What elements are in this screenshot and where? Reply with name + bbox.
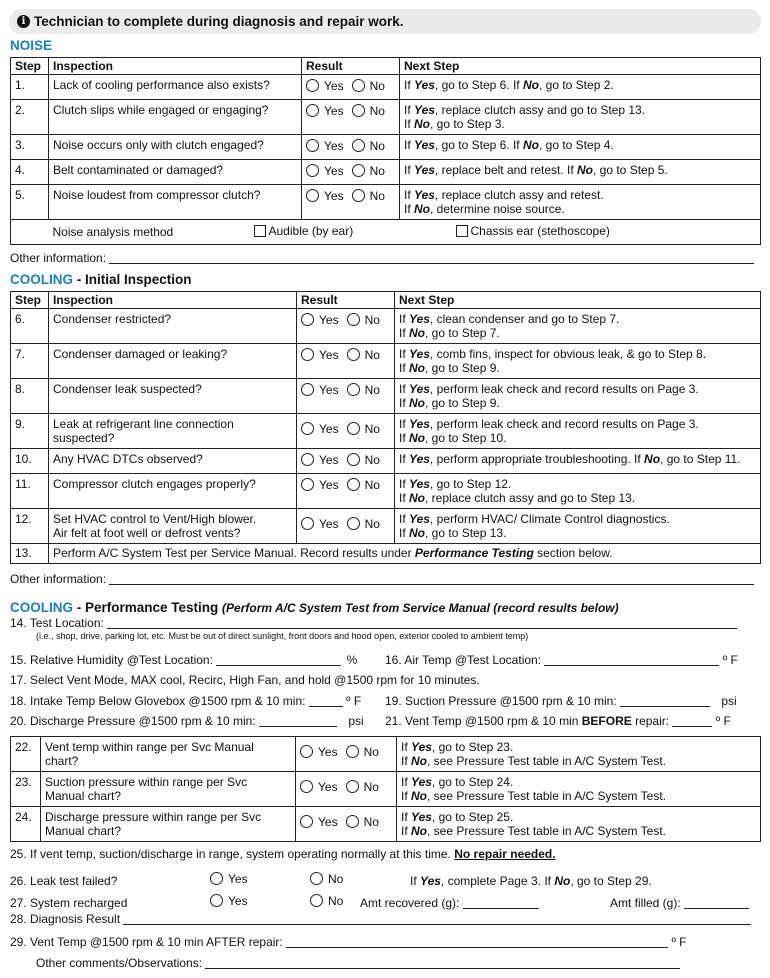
vent-temp-after-line: 29. Vent Temp @1500 rpm & 10 min AFTER repair: º F <box>10 935 687 949</box>
cooling-step-11-yes[interactable]: Yes <box>301 478 339 492</box>
cooling-step-9-no[interactable]: No <box>347 422 380 436</box>
comments-field[interactable] <box>205 957 680 969</box>
next-step-text: If Yes, perform leak check and record results on Page 3. If No, go to Step 10. <box>395 414 761 449</box>
cooling-step-10-yes[interactable]: Yes <box>301 453 339 467</box>
perf-step-22-yes[interactable]: Yes <box>300 745 338 759</box>
table-row <box>11 772 761 807</box>
performance-section-title: COOLING - Performance Testing (Perform A/C System Test from Service Manual (record results below) <box>10 600 619 615</box>
step-13-text: Perform A/C System Test per Service Manual. Record results under Performance Testing section below. <box>49 544 761 564</box>
no-radio[interactable] <box>352 79 365 92</box>
cooling-step-10-no[interactable]: No <box>347 453 380 467</box>
next-step-text: If Yes, go to Step 12. If No, replace clutch assy and go to Step 13. <box>395 474 761 509</box>
yes-radio[interactable] <box>301 517 314 530</box>
yes-radio[interactable] <box>301 348 314 361</box>
intake-temp-line: 18. Intake Temp Below Glovebox @1500 rpm & 10 min: º F <box>10 694 362 708</box>
yes-radio[interactable] <box>300 745 313 758</box>
result-cell <box>302 185 400 220</box>
perf-step-24-yes[interactable]: Yes <box>300 815 338 829</box>
next-step-text: If Yes, go to Step 6. If No, go to Step 4. <box>400 135 761 160</box>
col-inspection: Inspection <box>49 292 297 309</box>
table-row <box>11 309 761 344</box>
cooling-step-8-no[interactable]: No <box>347 383 380 397</box>
noise-step-1-yes[interactable]: Yes <box>306 79 344 93</box>
cooling-step-12-yes[interactable]: Yes <box>301 517 339 531</box>
test-location-line: 14. Test Location: <box>10 616 737 630</box>
table-row <box>11 160 761 185</box>
table-row <box>11 379 761 414</box>
inspection-text: Condenser restricted? <box>49 309 297 344</box>
yes-radio[interactable] <box>301 383 314 396</box>
step-number: 8. <box>11 379 49 414</box>
noise-step-5-no[interactable]: No <box>352 189 385 203</box>
comments-line: Other comments/Observations: <box>36 956 680 970</box>
next-step-text: If Yes, comb fins, inspect for obvious leak, & go to Step 8. If No, go to Step 9. <box>395 344 761 379</box>
inspection-text: Compressor clutch engages properly? <box>49 474 297 509</box>
recharged-yes-radio[interactable] <box>210 894 223 907</box>
next-step-text: If Yes, go to Step 23. If No, see Pressure Test table in A/C System Test. <box>397 737 761 772</box>
no-radio[interactable] <box>347 478 360 491</box>
step-number: 7. <box>11 344 49 379</box>
col-step: Step <box>11 58 49 75</box>
leak-test-no[interactable]: No <box>310 872 343 886</box>
result-cell <box>297 449 395 474</box>
table-row <box>11 737 761 772</box>
col-inspection: Inspection <box>49 58 302 75</box>
perf-step-23-yes[interactable]: Yes <box>300 780 338 794</box>
chassis-ear-option[interactable]: Chassis ear (stethoscope) <box>456 224 610 238</box>
result-cell <box>302 160 400 185</box>
inspection-text: Vent temp within range per Svc Manual chart? <box>41 737 296 772</box>
table-row <box>11 449 761 474</box>
noise-step-3-yes[interactable]: Yes <box>306 139 344 153</box>
amt-recovered-field[interactable] <box>463 897 539 909</box>
inspection-text: Set HVAC control to Vent/High blower. Air felt at foot well or defrost vents? <box>49 509 297 544</box>
yes-radio[interactable] <box>301 313 314 326</box>
noise-other-info-field[interactable] <box>109 252 754 264</box>
col-result: Result <box>297 292 395 309</box>
info-icon: i <box>17 15 30 28</box>
next-step-text: If Yes, go to Step 25. If No, see Pressure Test table in A/C System Test. <box>397 807 761 842</box>
noise-step-4-yes[interactable]: Yes <box>306 164 344 178</box>
no-radio[interactable] <box>347 313 360 326</box>
humidity-line: 15. Relative Humidity @Test Location: % <box>10 653 358 667</box>
recharged-no-radio[interactable] <box>310 894 323 907</box>
col-next-step: Next Step <box>395 292 761 309</box>
noise-other-info: Other information: <box>10 251 754 265</box>
no-radio[interactable] <box>352 139 365 152</box>
inspection-text: Leak at refrigerant line connection suspected? <box>49 414 297 449</box>
recharged-line: 27. System recharged <box>10 896 128 910</box>
cooling-step-12-no[interactable]: No <box>347 517 380 531</box>
cooling-section-title: COOLING - Initial Inspection <box>10 272 192 287</box>
step-number: 13. <box>11 544 49 564</box>
col-step: Step <box>11 292 49 309</box>
result-cell <box>297 309 395 344</box>
no-radio[interactable] <box>347 348 360 361</box>
next-step-text: If Yes, go to Step 24. If No, see Pressure Test table in A/C System Test. <box>397 772 761 807</box>
cooling-other-info: Other information: <box>10 572 754 586</box>
noise-method-row <box>11 220 761 245</box>
noise-step-4-no[interactable]: No <box>352 164 385 178</box>
recharged-no[interactable]: No <box>310 894 343 908</box>
yes-radio[interactable] <box>301 422 314 435</box>
vent-temp-before-line: 21. Vent Temp @1500 rpm & 10 min BEFORE repair: º F <box>385 714 731 728</box>
cooling-step-7-no[interactable]: No <box>347 348 380 362</box>
table-row <box>11 185 761 220</box>
vent-temp-after-field[interactable] <box>286 936 668 948</box>
no-radio[interactable] <box>352 164 365 177</box>
cooling-step-6-no[interactable]: No <box>347 313 380 327</box>
inspection-text: Clutch slips while engaged or engaging? <box>49 100 302 135</box>
yes-radio[interactable] <box>306 189 319 202</box>
leak-test-yes[interactable]: Yes <box>210 872 248 886</box>
step-number: 10. <box>11 449 49 474</box>
vent-temp-before-field[interactable] <box>672 715 712 727</box>
suction-pressure-field[interactable] <box>620 695 710 707</box>
yes-radio[interactable] <box>301 478 314 491</box>
table-row <box>11 474 761 509</box>
result-cell <box>296 772 397 807</box>
inspection-text: Any HVAC DTCs observed? <box>49 449 297 474</box>
next-step-text: If Yes, replace belt and retest. If No, go to Step 5. <box>400 160 761 185</box>
leak-test-line: 26. Leak test failed? <box>10 874 118 888</box>
amt-filled-line: Amt filled (g): <box>610 896 749 910</box>
suction-pressure-line: 19. Suction Pressure @1500 rpm & 10 min: psi <box>385 694 737 708</box>
noise-method-label: Noise analysis method <box>52 225 174 239</box>
next-step-text: If Yes, perform HVAC/ Climate Control diagnostics. If No, go to Step 13. <box>395 509 761 544</box>
col-next-step: Next Step <box>400 58 761 75</box>
step-number: 3. <box>11 135 49 160</box>
result-cell <box>297 474 395 509</box>
instruction-banner <box>9 9 761 34</box>
result-cell <box>296 807 397 842</box>
result-cell <box>297 379 395 414</box>
result-cell <box>297 344 395 379</box>
perf-step-23-no[interactable]: No <box>346 780 379 794</box>
yes-radio[interactable] <box>301 453 314 466</box>
yes-radio[interactable] <box>300 815 313 828</box>
result-cell <box>296 737 397 772</box>
noise-step-1-no[interactable]: No <box>352 79 385 93</box>
test-location-field[interactable] <box>107 617 737 629</box>
inspection-text: Lack of cooling performance also exists? <box>49 75 302 100</box>
cooling-step-7-yes[interactable]: Yes <box>301 348 339 362</box>
next-step-text: If Yes, perform leak check and record results on Page 3. If No, go to Step 9. <box>395 379 761 414</box>
step-number: 2. <box>11 100 49 135</box>
cooling-step-6-yes[interactable]: Yes <box>301 313 339 327</box>
next-step-text: If Yes, go to Step 6. If No, go to Step 2. <box>400 75 761 100</box>
inspection-text: Noise occurs only with clutch engaged? <box>49 135 302 160</box>
cooling-step-11-no[interactable]: No <box>347 478 380 492</box>
cooling-step-8-yes[interactable]: Yes <box>301 383 339 397</box>
no-radio[interactable] <box>347 453 360 466</box>
discharge-pressure-field[interactable] <box>259 715 337 727</box>
result-cell <box>302 100 400 135</box>
noise-step-3-no[interactable]: No <box>352 139 385 153</box>
table-row <box>11 100 761 135</box>
noise-section-title: NOISE <box>10 38 53 53</box>
discharge-pressure-line: 20. Discharge Pressure @1500 rpm & 10 min: psi <box>10 714 364 728</box>
step-number: 24. <box>11 807 41 842</box>
yes-radio[interactable] <box>306 164 319 177</box>
inspection-text: Suction pressure within range per Svc Manual chart? <box>41 772 296 807</box>
audible-checkbox[interactable] <box>254 225 266 237</box>
inspection-text: Noise loudest from compressor clutch? <box>49 185 302 220</box>
no-radio[interactable] <box>352 189 365 202</box>
perf-step-24-no[interactable]: No <box>346 815 379 829</box>
table-row <box>11 75 761 100</box>
leak-yes-radio[interactable] <box>210 872 223 885</box>
col-result: Result <box>302 58 400 75</box>
inspection-text: Belt contaminated or damaged? <box>49 160 302 185</box>
performance-table <box>10 736 761 842</box>
recharged-yes[interactable]: Yes <box>210 894 248 908</box>
inspection-text: Condenser damaged or leaking? <box>49 344 297 379</box>
step-number: 1. <box>11 75 49 100</box>
step25-line: 25. If vent temp, suction/discharge in range, system operating normally at this time. No repair needed. <box>10 847 556 861</box>
inspection-text: Condenser leak suspected? <box>49 379 297 414</box>
step-number: 6. <box>11 309 49 344</box>
air-temp-field[interactable] <box>544 654 719 666</box>
table-row <box>11 807 761 842</box>
result-cell <box>302 75 400 100</box>
no-radio[interactable] <box>347 422 360 435</box>
no-radio[interactable] <box>346 815 359 828</box>
yes-radio[interactable] <box>306 139 319 152</box>
noise-step-5-yes[interactable]: Yes <box>306 189 344 203</box>
cooling-other-info-field[interactable] <box>109 573 754 585</box>
air-temp-line: 16. Air Temp @Test Location: º F <box>385 653 738 667</box>
noise-step-2-no[interactable]: No <box>352 104 385 118</box>
diagnosis-line: 28. Diagnosis Result <box>10 912 751 926</box>
next-step-text: If Yes, replace clutch assy and go to Step 13. If No, go to Step 3. <box>400 100 761 135</box>
intake-temp-field[interactable] <box>309 695 343 707</box>
leak-test-next: If Yes, complete Page 3. If No, go to Step 29. <box>410 874 652 888</box>
noise-table <box>10 57 761 245</box>
step-number: 11. <box>11 474 49 509</box>
cooling-step-9-yes[interactable]: Yes <box>301 422 339 436</box>
table-row <box>11 509 761 544</box>
step17-line: 17. Select Vent Mode, MAX cool, Recirc, High Fan, and hold @1500 rpm for 10 minutes. <box>10 673 480 687</box>
table-row <box>11 414 761 449</box>
amt-filled-field[interactable] <box>684 897 749 909</box>
step-number: 9. <box>11 414 49 449</box>
next-step-text: If Yes, replace clutch assy and retest. If No, determine noise source. <box>400 185 761 220</box>
amt-recovered-line: Amt recovered (g): <box>360 896 539 910</box>
yes-radio[interactable] <box>306 104 319 117</box>
next-step-text: If Yes, perform appropriate troubleshooting. If No, go to Step 11. <box>395 449 761 474</box>
result-cell <box>297 509 395 544</box>
step-number: 23. <box>11 772 41 807</box>
perf-step-22-no[interactable]: No <box>346 745 379 759</box>
table-row <box>11 135 761 160</box>
diagnosis-field[interactable] <box>123 913 751 925</box>
no-radio[interactable] <box>346 745 359 758</box>
audible-option[interactable]: Audible (by ear) <box>254 224 354 238</box>
chassis-ear-checkbox[interactable] <box>456 225 468 237</box>
result-cell <box>297 414 395 449</box>
banner-text: Technician to complete during diagnosis and repair work. <box>34 14 404 29</box>
result-cell <box>302 135 400 160</box>
yes-radio[interactable] <box>306 79 319 92</box>
table-row <box>11 344 761 379</box>
step-number: 12. <box>11 509 49 544</box>
yes-radio[interactable] <box>300 780 313 793</box>
step-number: 4. <box>11 160 49 185</box>
no-radio[interactable] <box>347 383 360 396</box>
next-step-text: If Yes, clean condenser and go to Step 7. If No, go to Step 7. <box>395 309 761 344</box>
step-13-row <box>11 544 761 564</box>
noise-step-2-yes[interactable]: Yes <box>306 104 344 118</box>
leak-no-radio[interactable] <box>310 872 323 885</box>
no-radio[interactable] <box>352 104 365 117</box>
no-radio[interactable] <box>346 780 359 793</box>
step-number: 22. <box>11 737 41 772</box>
humidity-field[interactable] <box>216 654 341 666</box>
inspection-text: Discharge pressure within range per Svc Manual chart? <box>41 807 296 842</box>
test-location-note: (i.e., shop, drive, parking lot, etc. Must be out of direct sunlight, front doors and hood open, exterior cooled to ambient temp) <box>36 631 529 641</box>
no-radio[interactable] <box>347 517 360 530</box>
cooling-table <box>10 291 761 564</box>
step-number: 5. <box>11 185 49 220</box>
